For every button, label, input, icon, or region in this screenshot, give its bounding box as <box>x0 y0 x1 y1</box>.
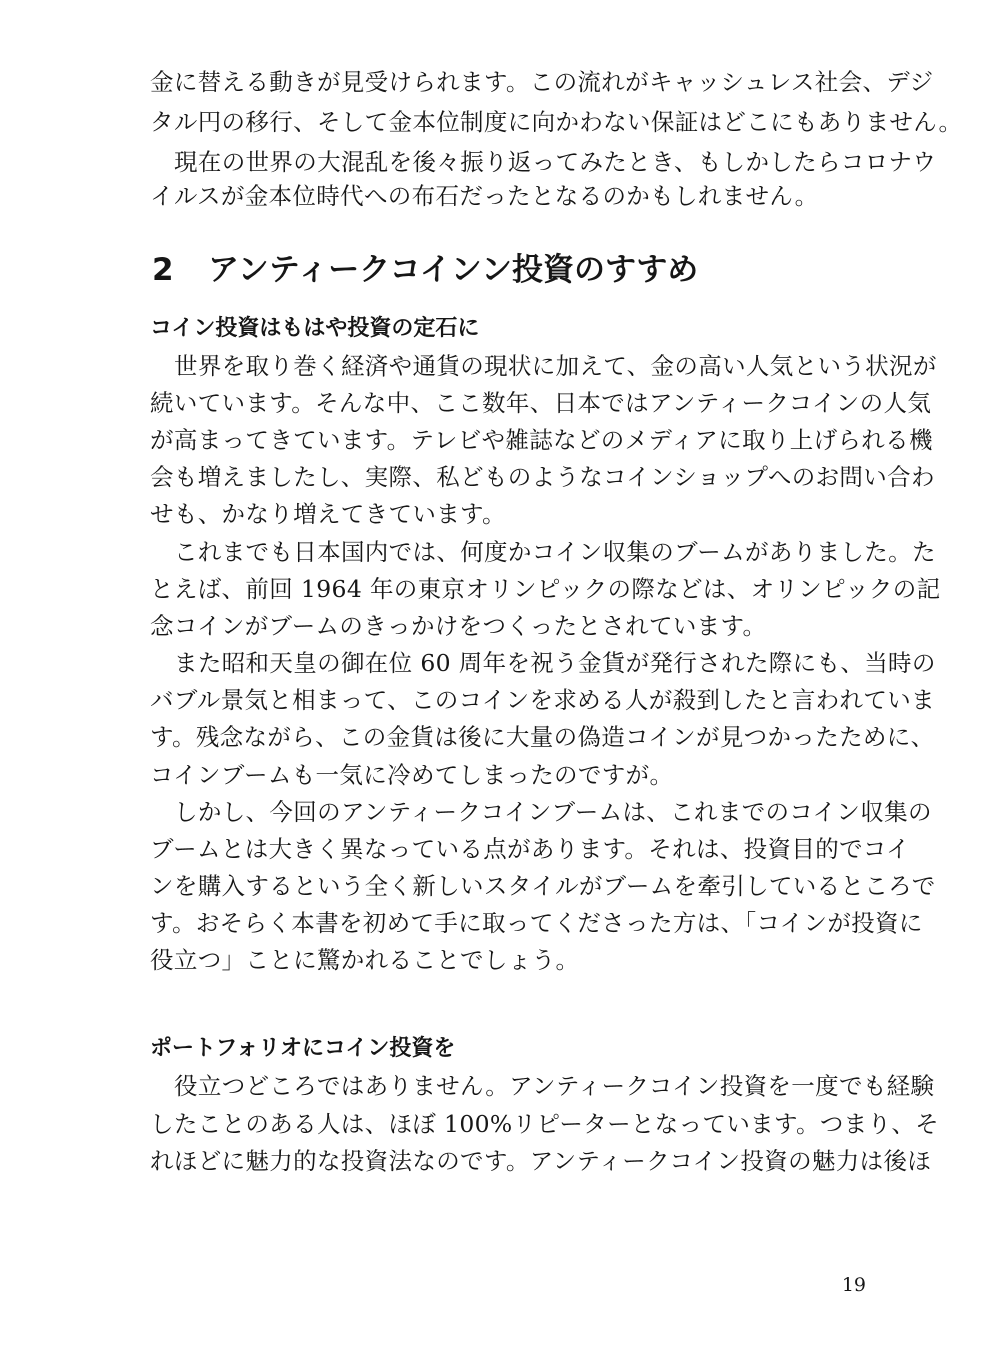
body-line: 役立つ」ことに驚かれることでしょう。 <box>150 946 580 974</box>
body-line: す。残念ながら、この金貨は後に大量の偽造コインが見つかったために、 <box>150 723 935 751</box>
subsection-heading: コイン投資はもはや投資の定石に <box>150 316 480 341</box>
body-line: これまでも日本国内では、何度かコイン収集のブームがありました。た <box>174 538 936 566</box>
body-line: 現在の世界の大混乱を後々振り返ってみたとき、もしかしたらコロナウ <box>174 148 937 176</box>
body-line: が高まってきています。テレビや雑誌などのメディアに取り上げられる機 <box>150 426 933 454</box>
subsection-heading: ポートフォリオにコイン投資を <box>150 1036 456 1061</box>
body-line: 続いています。そんな中、ここ数年、日本ではアンティークコインの人気 <box>150 389 932 417</box>
body-line: す。おそらく本書を初めて手に取ってくださった方は、「コインが投資に <box>150 909 923 937</box>
page-number: 19 <box>841 1274 866 1296</box>
body-line: とえば、前回 1964 年の東京オリンピックの際などは、オリンピックの記 <box>150 575 941 603</box>
section-number: 2 <box>152 252 174 288</box>
body-line: しかし、今回のアンティークコインブームは、これまでのコイン収集の <box>174 798 932 826</box>
body-line: 世界を取り巻く経済や通貨の現状に加えて、金の高い人気という状況が <box>174 352 937 380</box>
body-line: 念コインがブームのきっかけをつくったとされています。 <box>150 612 767 640</box>
body-line: タル円の移行、そして金本位制度に向かわない保証はどこにもありません。 <box>150 108 963 136</box>
body-line: ブームとは大きく異なっている点があります。それは、投資目的でコイ <box>150 835 910 863</box>
section-title: アンティークコインン投資のすすめ <box>208 252 699 288</box>
body-line: コインブームも一気に冷めてしまったのですが。 <box>150 761 674 789</box>
body-line: ンを購入するという全く新しいスタイルがブームを牽引しているところで <box>150 872 936 900</box>
body-line: 金に替える動きが見受けられます。この流れがキャッシュレス社会、デジ <box>150 68 934 96</box>
body-line: また昭和天皇の御在位 60 周年を祝う金貨が発行された際にも、当時の <box>174 649 936 677</box>
body-line: したことのある人は、ほぼ 100%リピーターとなっています。つまり、そ <box>150 1110 940 1138</box>
body-line: バブル景気と相まって、このコインを求める人が殺到したと言われていま <box>150 686 935 714</box>
body-line: 会も増えましたし、実際、私どものようなコインショップへのお問い合わ <box>150 463 935 491</box>
body-line: せも、かなり増えてきています。 <box>150 500 506 528</box>
body-line: イルスが金本位時代への布石だったとなるのかもしれません。 <box>150 182 819 210</box>
body-line: 役立つどころではありません。アンティークコイン投資を一度でも経験 <box>174 1072 935 1100</box>
section-heading <box>152 248 698 292</box>
body-line: れほどに魅力的な投資法なのです。アンティークコイン投資の魅力は後ほ <box>150 1147 932 1175</box>
